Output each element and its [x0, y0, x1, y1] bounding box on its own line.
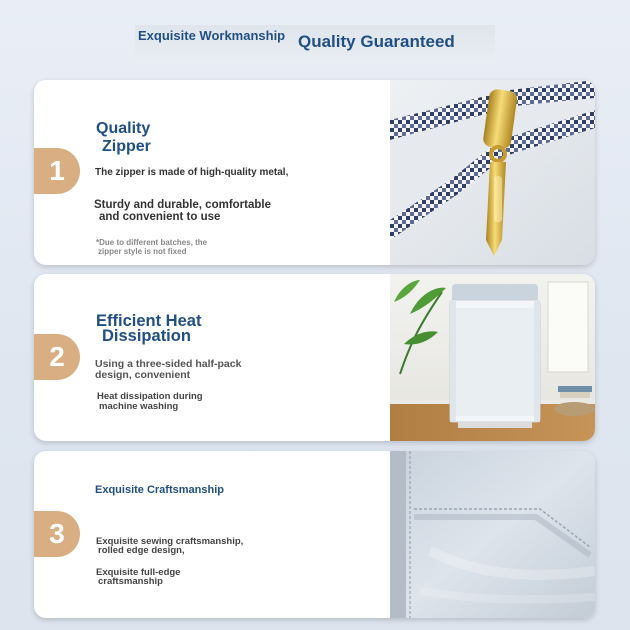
feature-title-line1: Quality — [96, 120, 151, 137]
feature-card-zipper — [34, 80, 595, 265]
covered-washing-machine-photo — [390, 274, 595, 441]
page-header — [0, 0, 630, 70]
feature-text-line2: Sturdy and durable, comfortable — [94, 199, 271, 211]
feature-card-craftsmanship — [34, 451, 595, 618]
feature-note-line1: *Due to different batches, the — [96, 238, 208, 247]
feature-text-line2: rolled edge design, — [98, 545, 185, 556]
gold-zipper-photo — [390, 80, 595, 265]
feature-text-line3: and convenient to use — [99, 211, 221, 223]
stitched-fabric-edge-photo — [390, 451, 595, 618]
feature-number-badge: 3 — [34, 511, 80, 557]
header-title-part1: Exquisite Workmanship — [138, 28, 286, 43]
feature-note-line2: zipper style is not fixed — [98, 247, 187, 256]
feature-title: Exquisite Craftsmanship — [95, 484, 224, 496]
feature-text-line4: craftsmanship — [98, 576, 163, 587]
feature-text-line4: machine washing — [99, 401, 179, 412]
feature-title-line2: Zipper — [102, 138, 151, 155]
feature-title-line1: Efficient Heat — [96, 312, 202, 330]
feature-text-line3: Heat dissipation during — [97, 391, 203, 402]
feature-number-badge: 2 — [34, 334, 80, 380]
feature-number-badge: 1 — [34, 148, 80, 194]
feature-text-line2: design, convenient — [95, 369, 191, 381]
header-title-part2: Quality Guaranteed — [298, 32, 455, 51]
feature-text-line3: Exquisite full-edge — [96, 567, 181, 578]
feature-text-line1: Using a three-sided half-pack — [95, 358, 242, 370]
feature-title-line2: Dissipation — [102, 327, 191, 345]
feature-card-heat-dissipation — [34, 274, 595, 441]
feature-text-line1: The zipper is made of high-quality metal, — [95, 167, 289, 178]
feature-text-line1: Exquisite sewing craftsmanship, — [96, 536, 244, 547]
